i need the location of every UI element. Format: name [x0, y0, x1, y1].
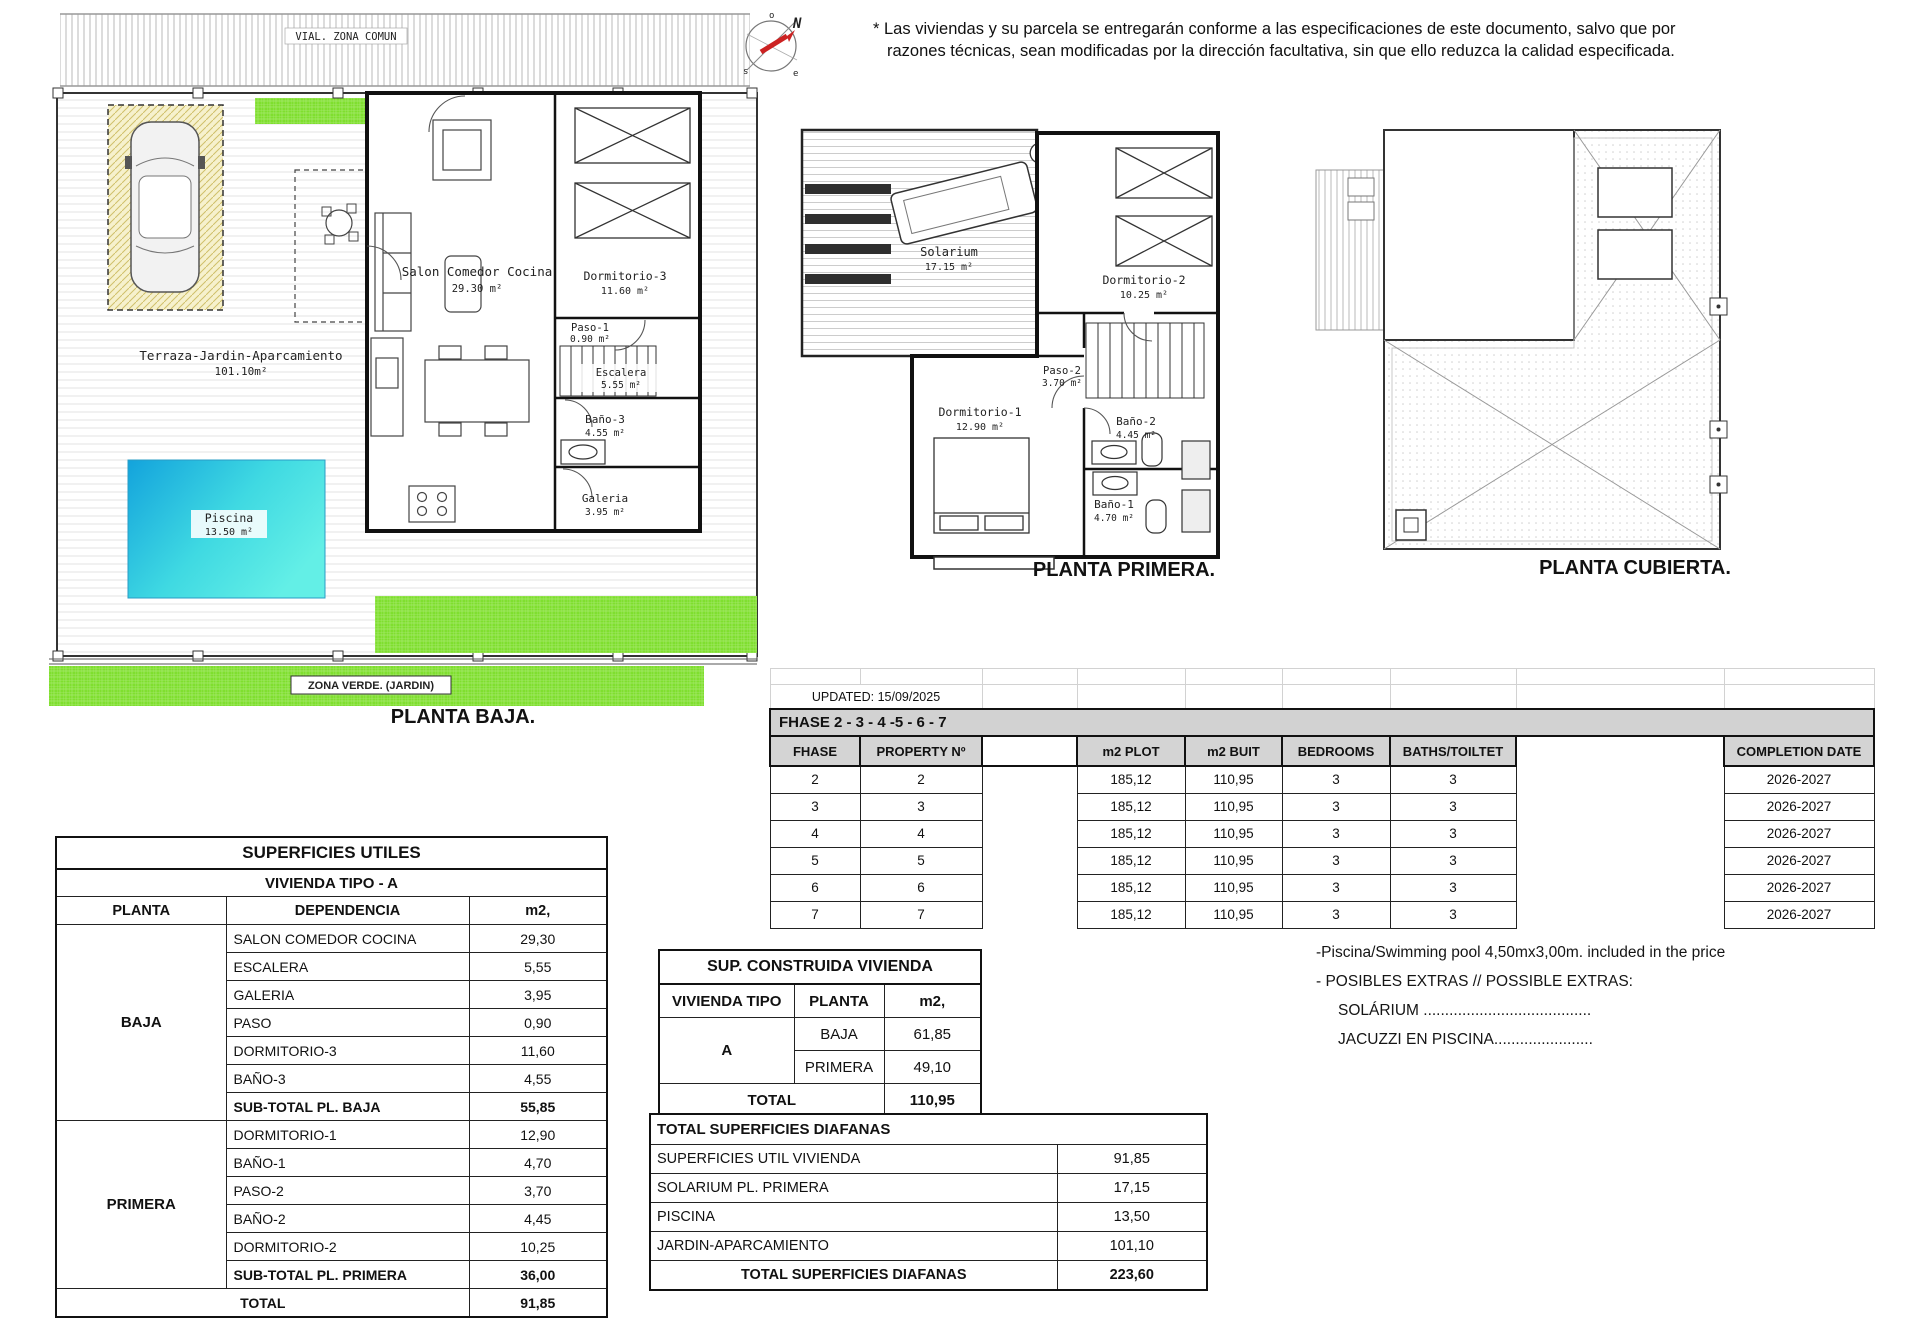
- pergola-strip: [1316, 170, 1384, 330]
- col-baths: BATHS/TOILTET: [1390, 736, 1516, 766]
- phases-gap-cell: [1516, 820, 1724, 847]
- notes: [1316, 938, 1836, 1054]
- table-row: BAÑO-3 4,55: [56, 1065, 607, 1093]
- vial-zone: [60, 14, 750, 86]
- planta-primera-title: PLANTA PRIMERA.: [1032, 559, 1216, 581]
- col-property: PROPERTY Nº: [860, 736, 982, 766]
- phases-banner-row: [770, 709, 1874, 736]
- col-completion: COMPLETION DATE: [1724, 736, 1874, 766]
- dorm2-label: Dormitorio-2: [1102, 273, 1186, 287]
- table-row: [56, 837, 607, 869]
- pool-area: 13.50 m²: [204, 527, 254, 538]
- galeria-label: Galeria: [581, 492, 629, 505]
- phases-cell: 185,12: [1077, 901, 1185, 928]
- table-row: [56, 897, 607, 925]
- table-row: PISCINA 13,50: [650, 1203, 1207, 1232]
- phases-data-row: [770, 793, 1874, 820]
- construida-total-value: 110,95: [884, 1084, 981, 1118]
- diafanas-table: [649, 1113, 1208, 1291]
- phases-data-row: [770, 820, 1874, 847]
- phases-cell: 3: [1390, 793, 1516, 820]
- phases-cell: 110,95: [1185, 820, 1282, 847]
- bano3-area: 4.55 m²: [584, 428, 626, 439]
- phases-updated-row: [770, 685, 1874, 710]
- phases-cell: 3: [1282, 847, 1390, 874]
- phases-cell: 3: [1390, 847, 1516, 874]
- phases-cell: 110,95: [1185, 766, 1282, 793]
- table-row: [659, 1084, 981, 1118]
- phases-cell: 185,12: [1077, 793, 1185, 820]
- bano1-area: 4.70 m²: [1093, 513, 1135, 524]
- dorm3-area: 11.60 m²: [600, 286, 650, 297]
- disclaimer-line1: * Las viviendas y su parcela se entregarán conforme a las especificaciones de este documento, salvo que por: [873, 20, 1676, 38]
- solarium: [802, 130, 1063, 356]
- phases-cell: 3: [860, 793, 982, 820]
- table-row: ESCALERA 5,55: [56, 953, 607, 981]
- phases-cell: 185,12: [1077, 766, 1185, 793]
- phases-cell: 6: [860, 874, 982, 901]
- solarium-label: Solarium: [920, 245, 978, 259]
- note-jacuzzi: JACUZZI EN PISCINA.......................: [1338, 1031, 1593, 1048]
- planta-baja-title: PLANTA BAJA.: [390, 706, 536, 728]
- table-row: VIVIENDA TIPO PLANTA m2,: [659, 984, 981, 1018]
- utiles-subtitle: VIVIENDA TIPO - A: [56, 869, 607, 897]
- compass-s: s: [743, 67, 749, 77]
- pool-label: Piscina: [204, 511, 254, 525]
- bano2-area: 4.45 m²: [1115, 430, 1157, 441]
- phases-cell: 185,12: [1077, 820, 1185, 847]
- dorm3-label: Dormitorio-3: [583, 269, 667, 283]
- table-row: A BAJA 61,85: [659, 1018, 981, 1051]
- note-extras: - POSIBLES EXTRAS // POSSIBLE EXTRAS:: [1316, 973, 1633, 990]
- phases-cell: 2026-2027: [1724, 820, 1874, 847]
- planta-cubierta-plan: [1310, 122, 1740, 592]
- phases-data-row: [770, 874, 1874, 901]
- phases-gap-cell: [1516, 847, 1724, 874]
- phases-cell: 2026-2027: [1724, 793, 1874, 820]
- phases-gap-cell: [1516, 766, 1724, 793]
- table-row: SUPERFICIES UTIL VIVIENDA 91,85: [650, 1145, 1207, 1174]
- dorm1-label: Dormitorio-1: [938, 405, 1022, 419]
- primera-group-label: PRIMERA: [56, 1121, 226, 1289]
- note-pool: -Piscina/Swimming pool 4,50mx3,00m. included in the price: [1316, 944, 1726, 961]
- compass-o: o: [769, 11, 775, 21]
- phases-cell: 3: [770, 793, 860, 820]
- table-row: BAÑO-2 4,45: [56, 1205, 607, 1233]
- phases-cell: 110,95: [1185, 847, 1282, 874]
- table-row: PRIMERA 49,10: [659, 1051, 981, 1084]
- pool: [128, 460, 325, 598]
- phases-cell: 3: [1282, 766, 1390, 793]
- phases-cell: 6: [770, 874, 860, 901]
- table-row: GALERIA 3,95: [56, 981, 607, 1009]
- table-row: [650, 1114, 1207, 1145]
- phases-gap-cell: [1516, 793, 1724, 820]
- diafanas-total-value: 223,60: [1057, 1261, 1207, 1291]
- phases-cell: 3: [1282, 820, 1390, 847]
- phases-cell: 3: [1282, 901, 1390, 928]
- paso2-area: 3.70 m²: [1041, 378, 1083, 389]
- phases-cell: 2: [770, 766, 860, 793]
- paso2-label: Paso-2: [1043, 365, 1081, 377]
- utiles-total-label: TOTAL: [56, 1289, 469, 1318]
- primera-subtotal-label: SUB-TOTAL PL. PRIMERA: [226, 1261, 469, 1289]
- phases-banner: FHASE 2 - 3 - 4 -5 - 6 - 7: [770, 709, 1874, 736]
- phases-cell: 3: [1390, 901, 1516, 928]
- salon-area: 29.30 m²: [451, 283, 503, 295]
- phases-cell: 185,12: [1077, 847, 1185, 874]
- diafanas-title: TOTAL SUPERFICIES DIAFANAS: [650, 1114, 1207, 1145]
- compass-n: N: [793, 16, 802, 32]
- phases-cell: 4: [770, 820, 860, 847]
- baja-group-label: BAJA: [56, 925, 226, 1121]
- phases-table-body: [770, 766, 1874, 928]
- phases-cell: 2026-2027: [1724, 766, 1874, 793]
- col-gap1: [982, 736, 1077, 766]
- phases-cell: 3: [1282, 874, 1390, 901]
- table-row: [56, 869, 607, 897]
- table-row: PASO-2 3,70: [56, 1177, 607, 1205]
- phases-cell: 3: [1390, 874, 1516, 901]
- phases-gap-cell: [982, 793, 1077, 820]
- phases-faint-row: [770, 669, 1874, 685]
- table-row: BAJA SALON COMEDOR COCINA 29,30: [56, 925, 607, 953]
- phases-header-row: [770, 736, 1874, 766]
- table-row: [659, 950, 981, 984]
- phases-cell: 2: [860, 766, 982, 793]
- col-fhase: FHASE: [770, 736, 860, 766]
- phases-cell: 5: [770, 847, 860, 874]
- col-gap2: [1516, 736, 1724, 766]
- table-row: SOLARIUM PL. PRIMERA 17,15: [650, 1174, 1207, 1203]
- col-bedrooms: BEDROOMS: [1282, 736, 1390, 766]
- phases-gap-cell: [982, 901, 1077, 928]
- disclaimer: [873, 18, 1853, 62]
- table-row: PRIMERA DORMITORIO-1 12,90: [56, 1121, 607, 1149]
- bano2-label: Baño-2: [1116, 415, 1156, 428]
- phases-gap-cell: [1516, 874, 1724, 901]
- vial-label: VIAL. ZONA COMUN: [295, 31, 397, 43]
- phases-cell: 7: [770, 901, 860, 928]
- terraza-label: Terraza-Jardin-Aparcamiento: [139, 348, 343, 363]
- baja-subtotal-label: SUB-TOTAL PL. BAJA: [226, 1093, 469, 1121]
- phases-gap-cell: [982, 874, 1077, 901]
- escalera-area: 5.55 m²: [600, 380, 642, 391]
- planta-cubierta-title: PLANTA CUBIERTA.: [1539, 557, 1731, 579]
- paso1-label: Paso-1: [571, 322, 609, 334]
- phases-cell: 110,95: [1185, 793, 1282, 820]
- bano3-label: Baño-3: [585, 413, 625, 426]
- construida-title: SUP. CONSTRUIDA VIVIENDA: [659, 950, 981, 984]
- dorm1-area: 12.90 m²: [955, 422, 1005, 433]
- diafanas-total-label: TOTAL SUPERFICIES DIAFANAS: [650, 1261, 1057, 1291]
- phases-data-row: [770, 847, 1874, 874]
- tipo-label: A: [659, 1018, 794, 1084]
- compass-e: e: [793, 69, 799, 79]
- phases-cell: 4: [860, 820, 982, 847]
- phases-cell: 2026-2027: [1724, 847, 1874, 874]
- superficies-utiles-table: [55, 836, 608, 1318]
- dorm2-area: 10.25 m²: [1119, 290, 1169, 301]
- phases-cell: 7: [860, 901, 982, 928]
- baja-subtotal-value: 55,85: [469, 1093, 607, 1121]
- planta-primera-plan: [784, 108, 1234, 583]
- utiles-col-planta: PLANTA: [56, 897, 226, 925]
- car-icon: [125, 122, 205, 292]
- terraza-area: 101.10m²: [214, 365, 268, 378]
- phases-cell: 110,95: [1185, 874, 1282, 901]
- updated-label: UPDATED: 15/09/2025: [770, 685, 982, 710]
- utiles-title: SUPERFICIES UTILES: [56, 837, 607, 869]
- phases-gap-cell: [982, 847, 1077, 874]
- col-m2built: m2 BUIT: [1185, 736, 1282, 766]
- galeria-area: 3.95 m²: [584, 507, 626, 518]
- paso1-area: 0.90 m²: [569, 334, 611, 345]
- table-row: PASO 0,90: [56, 1009, 607, 1037]
- sup-construida-table: [658, 949, 982, 1118]
- phases-cell: 2026-2027: [1724, 901, 1874, 928]
- phases-cell: 2026-2027: [1724, 874, 1874, 901]
- phases-cell: 5: [860, 847, 982, 874]
- green-strip-bottom: [375, 596, 700, 653]
- primera-subtotal-value: 36,00: [469, 1261, 607, 1289]
- green-strip-right: [700, 596, 757, 653]
- parking-area: [108, 105, 223, 310]
- escalera-label: Escalera: [595, 367, 647, 379]
- note-solarium: SOLÁRIUM .......................................: [1338, 1002, 1592, 1019]
- house-ground-floor: [367, 93, 700, 531]
- phases-cell: 3: [1390, 820, 1516, 847]
- table-row: JARDIN-APARCAMIENTO 101,10: [650, 1232, 1207, 1261]
- compass-icon: [735, 8, 807, 80]
- table-row: BAÑO-1 4,70: [56, 1149, 607, 1177]
- zona-verde-label: ZONA VERDE. (JARDIN): [307, 680, 435, 692]
- salon-label: Salon Comedor Cocina: [401, 264, 553, 279]
- col-m2plot: m2 PLOT: [1077, 736, 1185, 766]
- table-row: [56, 1289, 607, 1318]
- phases-cell: 110,95: [1185, 901, 1282, 928]
- solarium-area: 17.15 m²: [924, 262, 974, 273]
- utiles-total-value: 91,85: [469, 1289, 607, 1318]
- construida-total-label: TOTAL: [659, 1084, 884, 1118]
- utiles-col-dependencia: DEPENDENCIA: [226, 897, 469, 925]
- disclaimer-line2: razones técnicas, sean modificadas por la dirección facultativa, sin que ello reduzca la calidad especificada.: [887, 42, 1675, 60]
- phases-gap-cell: [982, 820, 1077, 847]
- phases-cell: 185,12: [1077, 874, 1185, 901]
- phases-table: [769, 668, 1875, 929]
- utiles-col-m2: m2,: [469, 897, 607, 925]
- phases-gap-cell: [1516, 901, 1724, 928]
- phases-cell: 3: [1282, 793, 1390, 820]
- table-row: DORMITORIO-3 11,60: [56, 1037, 607, 1065]
- bano1-label: Baño-1: [1094, 498, 1134, 511]
- phases-gap-cell: [982, 766, 1077, 793]
- phases-cell: 3: [1390, 766, 1516, 793]
- table-row: [650, 1261, 1207, 1291]
- phases-data-row: [770, 766, 1874, 793]
- solarium-opening: [1384, 130, 1574, 340]
- table-row: DORMITORIO-2 10,25: [56, 1233, 607, 1261]
- planta-baja-plan: [45, 8, 760, 730]
- phases-data-row: [770, 901, 1874, 928]
